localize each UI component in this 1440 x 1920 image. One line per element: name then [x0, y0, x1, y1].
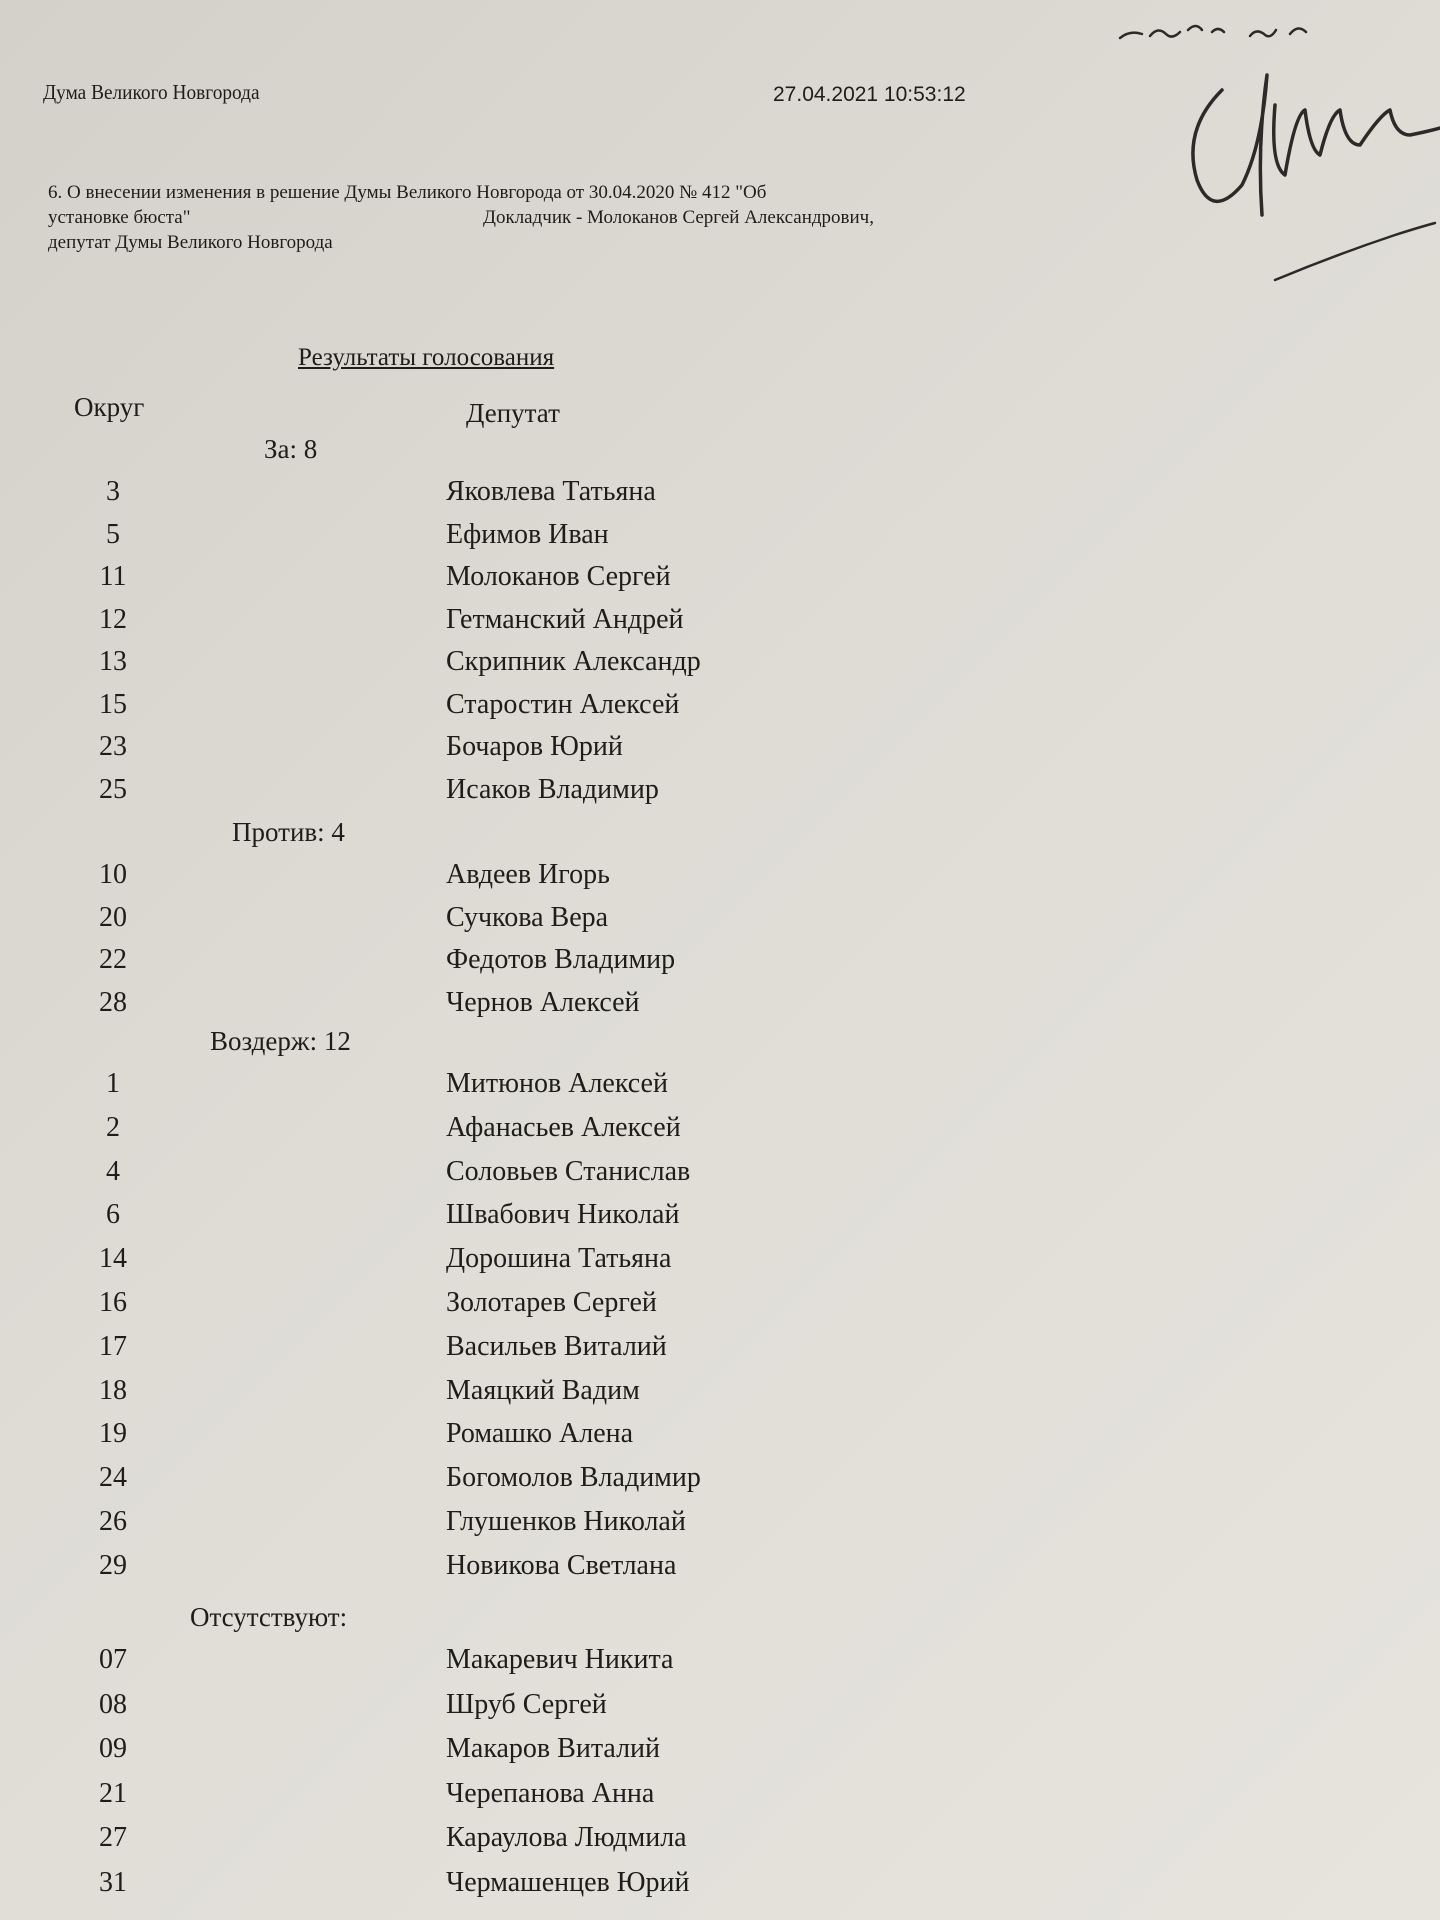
okrug-number: 27 — [99, 1822, 127, 1853]
deputy-name: Федотов Владимир — [446, 944, 676, 975]
vote-group-label: За: 8 — [264, 434, 318, 464]
deputy-name: Новикова Светлана — [446, 1549, 677, 1581]
okrug-number: 11 — [99, 561, 127, 592]
deputy-name: Золотарев Сергей — [446, 1287, 657, 1318]
deputy-name: Чернов Алексей — [446, 986, 640, 1018]
deputy-name: Соловьев Станислав — [446, 1155, 691, 1187]
organization-name: Дума Великого Новгорода — [43, 80, 260, 104]
okrug-number: 17 — [99, 1330, 127, 1362]
okrug-number: 15 — [99, 688, 127, 720]
okrug-number: 25 — [99, 773, 127, 805]
okrug-number: 10 — [99, 859, 127, 890]
okrug-number: 31 — [99, 1866, 127, 1898]
okrug-number: 20 — [99, 901, 127, 933]
deputy-name: Афанасьев Алексей — [446, 1111, 681, 1143]
deputy-name: Сучкова Вера — [446, 901, 609, 933]
okrug-number: 12 — [99, 603, 127, 635]
okrug-number: 6 — [106, 1199, 120, 1231]
deputy-name: Яковлева Татьяна — [446, 476, 656, 507]
okrug-number: 5 — [106, 518, 120, 550]
okrug-number: 14 — [99, 1243, 127, 1275]
okrug-number: 18 — [99, 1374, 127, 1406]
agenda-line-1: 6. О внесении изменения в решение Думы Великого Новгорода от 30.04.2020 № 412 "Об — [48, 182, 767, 203]
okrug-number: 3 — [106, 476, 120, 507]
deputy-name: Караулова Людмила — [446, 1822, 687, 1853]
deputy-name: Дорошина Татьяна — [446, 1243, 672, 1275]
deputy-name: Маяцкий Вадим — [446, 1374, 640, 1406]
okrug-number: 22 — [99, 944, 127, 975]
deputy-name: Богомолов Владимир — [446, 1462, 701, 1494]
deputy-name: Макаров Виталий — [446, 1733, 661, 1764]
vote-group-label: Отсутствуют: — [190, 1602, 348, 1632]
okrug-number: 1 — [106, 1068, 120, 1099]
okrug-number: 21 — [99, 1777, 127, 1809]
deputy-name: Гетманский Андрей — [446, 603, 684, 635]
deputy-name: Бочаров Юрий — [446, 731, 623, 762]
signature-handwriting — [1100, 0, 1440, 300]
results-title: Результаты голосования — [298, 344, 555, 371]
column-header-okrug: Округ — [74, 392, 145, 422]
okrug-number: 2 — [106, 1111, 120, 1143]
okrug-number: 13 — [99, 646, 127, 677]
agenda-line-2: установке бюста" — [48, 207, 191, 228]
okrug-number: 07 — [99, 1644, 127, 1675]
okrug-number: 16 — [99, 1287, 127, 1318]
deputy-name: Ромашко Алена — [446, 1418, 634, 1450]
deputy-name: Авдеев Игорь — [446, 859, 610, 890]
deputy-name: Макаревич Никита — [446, 1644, 674, 1675]
okrug-number: 19 — [99, 1418, 127, 1450]
okrug-number: 26 — [99, 1506, 127, 1537]
print-datetime: 27.04.2021 10:53:12 — [773, 83, 966, 106]
okrug-number: 24 — [99, 1462, 127, 1494]
column-header-deputat: Депутат — [466, 398, 560, 428]
deputy-name: Швабович Николай — [446, 1199, 680, 1231]
agenda-reporter: Докладчик - Молоканов Сергей Александрович, — [483, 207, 874, 228]
deputy-name: Васильев Виталий — [446, 1330, 667, 1362]
deputy-name: Чермашенцев Юрий — [446, 1866, 690, 1898]
deputy-name: Молоканов Сергей — [446, 561, 671, 592]
okrug-number: 09 — [99, 1733, 127, 1764]
okrug-number: 28 — [99, 986, 127, 1018]
okrug-number: 08 — [99, 1688, 127, 1720]
deputy-name: Старостин Алексей — [446, 688, 680, 720]
deputy-name: Исаков Владимир — [446, 773, 659, 805]
deputy-name: Глушенков Николай — [446, 1506, 686, 1537]
okrug-number: 23 — [99, 731, 127, 762]
vote-group-label: Против: 4 — [232, 817, 345, 847]
vote-group-label: Воздерж: 12 — [210, 1026, 351, 1056]
deputy-name: Митюнов Алексей — [446, 1068, 668, 1099]
okrug-number: 29 — [99, 1549, 127, 1581]
okrug-number: 4 — [106, 1155, 120, 1187]
deputy-name: Черепанова Анна — [446, 1777, 655, 1809]
deputy-name: Скрипник Александр — [446, 646, 701, 677]
deputy-name: Ефимов Иван — [446, 518, 609, 550]
agenda-line-3: депутат Думы Великого Новгорода — [48, 232, 333, 253]
agenda-item — [48, 180, 978, 255]
deputy-name: Шруб Сергей — [446, 1688, 607, 1720]
